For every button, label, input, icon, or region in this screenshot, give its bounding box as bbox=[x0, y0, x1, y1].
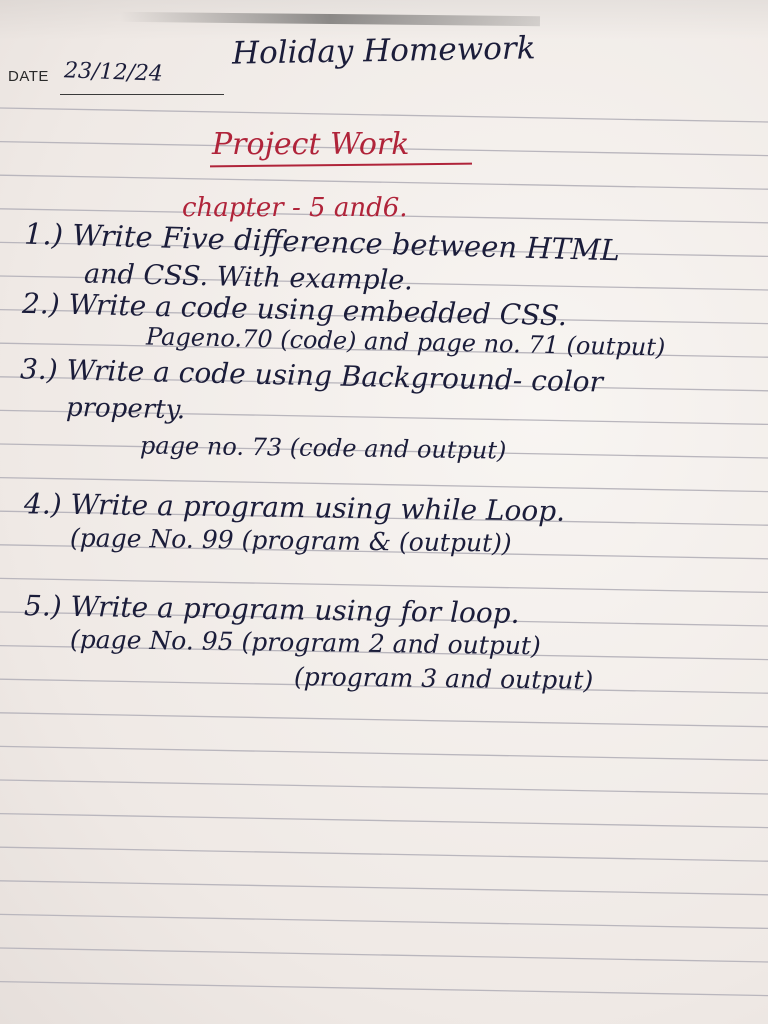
question-1-line-2: and CSS. With example. bbox=[83, 258, 414, 297]
rule-line bbox=[0, 175, 768, 189]
date-label: DATE bbox=[8, 68, 49, 85]
chapter-label: chapter - 5 and6. bbox=[182, 193, 408, 223]
rule-line bbox=[0, 780, 768, 794]
question-4-line-2: (page No. 99 (program & (output)) bbox=[69, 523, 512, 558]
rule-line bbox=[0, 746, 768, 760]
date-value: 23/12/24 bbox=[63, 58, 164, 87]
question-2-line-2: Pageno.70 (code) and page no. 71 (output) bbox=[145, 322, 666, 362]
question-3-line-3: page no. 73 (code and output) bbox=[139, 431, 507, 465]
rule-line bbox=[0, 108, 768, 122]
page-title: Holiday Homework bbox=[231, 30, 536, 72]
question-5-line-3: (program 3 and output) bbox=[293, 662, 594, 695]
question-2-line-1: 2.) Write a code using embedded CSS. bbox=[21, 286, 568, 333]
question-5-line-2: (page No. 95 (program 2 and output) bbox=[69, 624, 541, 661]
question-3-line-1: 3.) Write a code using Background- color bbox=[19, 352, 604, 399]
rule-line bbox=[0, 914, 768, 928]
rule-line bbox=[0, 881, 768, 895]
rule-line bbox=[0, 982, 768, 996]
question-1-line-1: 1.) Write Five difference between HTML bbox=[23, 216, 621, 268]
rule-line bbox=[0, 847, 768, 861]
rule-line bbox=[0, 713, 768, 727]
question-3-line-2: property. bbox=[65, 392, 186, 426]
rule-line bbox=[0, 948, 768, 962]
section-heading: Project Work bbox=[212, 127, 410, 162]
question-5-line-1: 5.) Write a program using for loop. bbox=[23, 589, 520, 630]
rule-line bbox=[0, 814, 768, 828]
question-4-line-1: 4.) Write a program using while Loop. bbox=[23, 487, 566, 528]
date-underline bbox=[60, 94, 224, 95]
